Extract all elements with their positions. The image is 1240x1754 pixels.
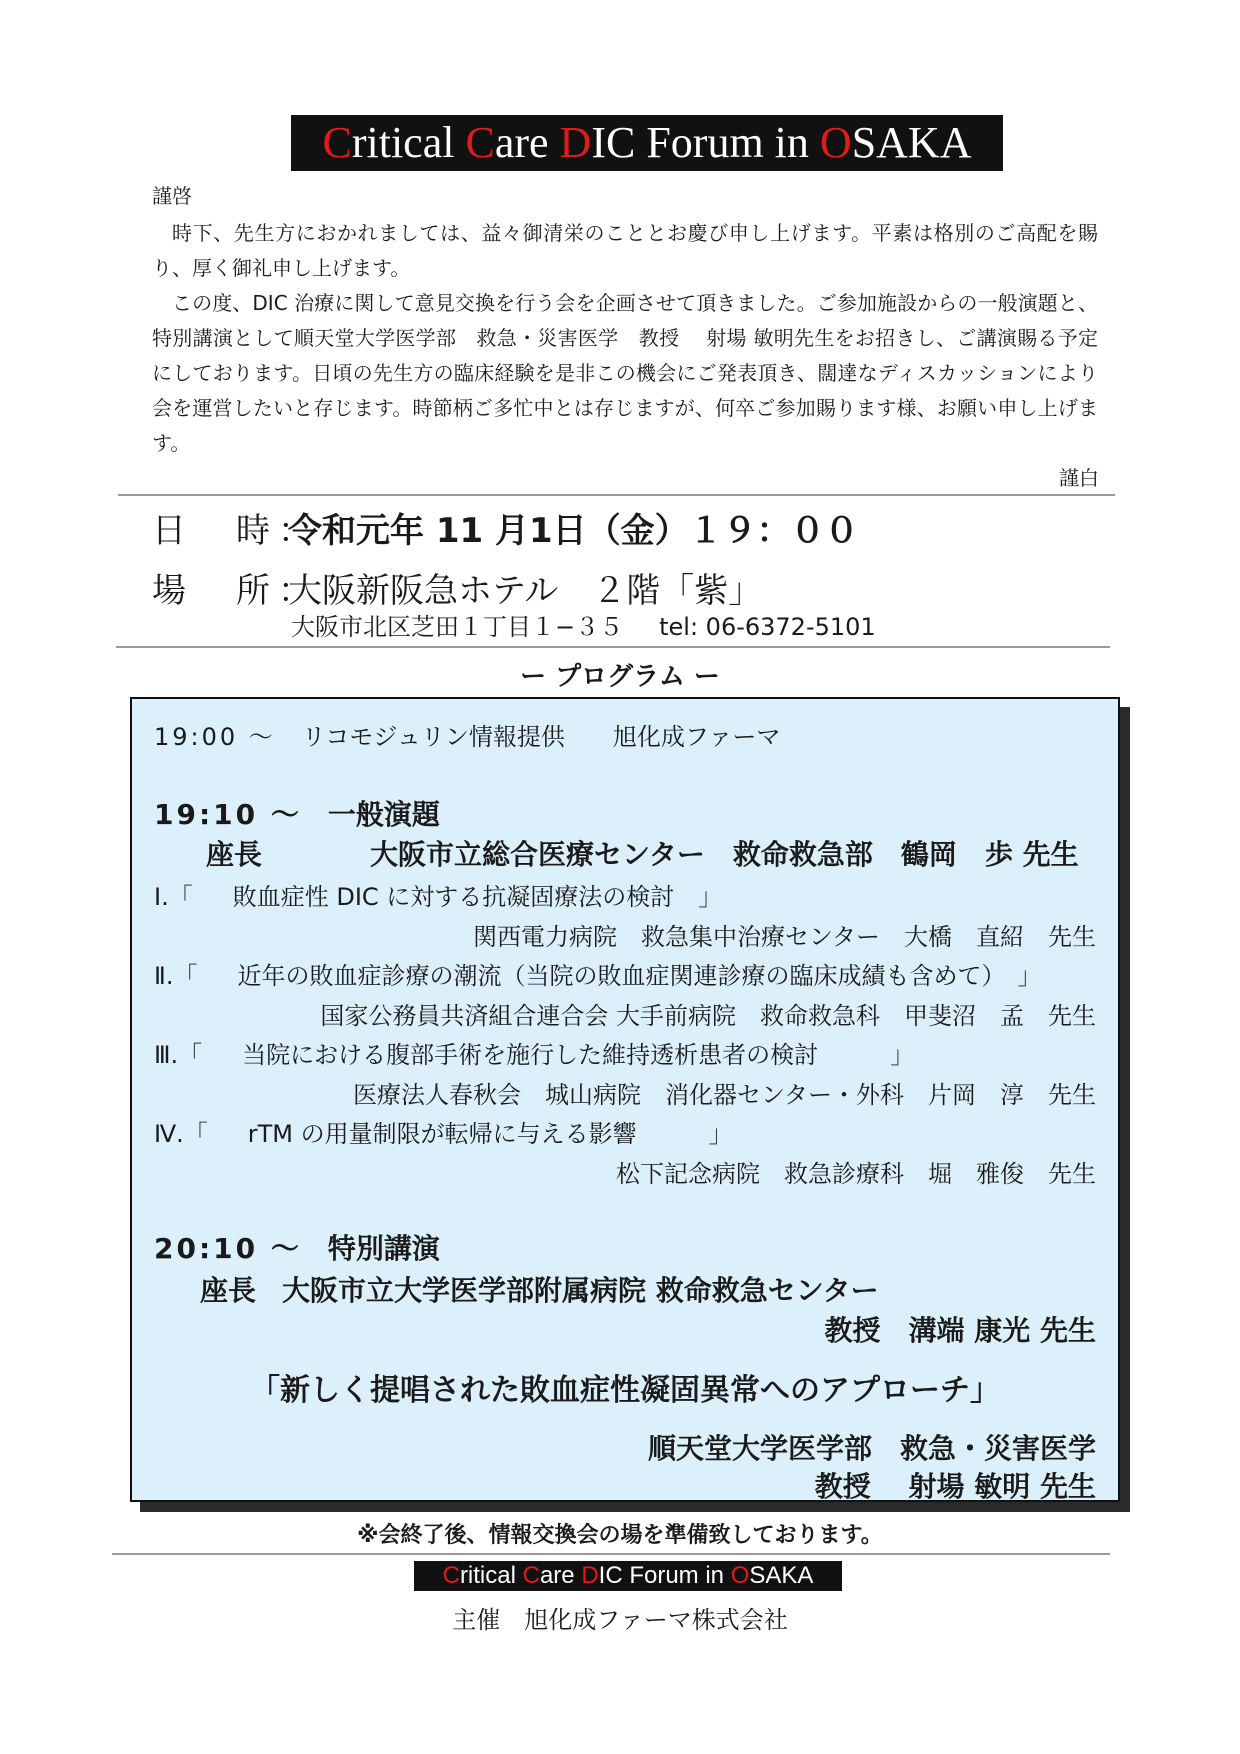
info-line — [154, 717, 780, 752]
sponsor: 主催 旭化成ファーマ株式会社 — [452, 1606, 788, 1634]
salutation: 謹啓 — [152, 184, 192, 208]
lecture-speaker-affiliation: 順天堂大学医学部 救急・災害医学 — [647, 1432, 1096, 1465]
footer-title-banner — [414, 1561, 842, 1591]
talk-number: Ⅱ.「 — [154, 962, 198, 990]
general-chair-label: 座長 — [206, 838, 263, 871]
info-time: 19:00 ～ — [154, 723, 276, 751]
talk-2-title — [154, 956, 1041, 991]
banner-text-part: D — [581, 1562, 599, 1589]
date-row — [152, 503, 859, 552]
talk-4-speaker: 松下記念病院 救急診療科 堀 雅俊 先生 — [616, 1160, 1096, 1188]
special-title: 特別講演 — [327, 1232, 440, 1265]
banner-text-part: IC Forum in — [598, 1562, 731, 1589]
banner-text-part: are — [539, 1562, 582, 1589]
special-chair — [200, 1269, 879, 1309]
program-box — [130, 697, 1120, 1502]
talk-3-speaker: 医療法人春秋会 城山病院 消化器センター・外科 片岡 淳 先生 — [352, 1081, 1096, 1109]
talk-4-title — [154, 1114, 733, 1149]
general-title: 一般演題 — [327, 798, 440, 831]
special-time: 20:10 ～ — [154, 1232, 302, 1265]
general-chair-name: 大阪市立総合医療センター 救命救急部 鶴岡 歩 先生 — [370, 838, 1079, 871]
talk-number: Ⅳ.「 — [154, 1120, 208, 1148]
banner-text-part: IC Forum in — [591, 118, 820, 167]
special-chair-name: 教授 溝端 康光 先生 — [824, 1314, 1096, 1347]
talk-title: 近年の敗血症診療の潮流（当院の敗血症関連診療の臨床成績も含めて） 」 — [237, 962, 1042, 990]
date-label: 日 時： — [152, 511, 320, 551]
lecture-title: 「新しく提唱された敗血症性凝固異常へのアプローチ」 — [250, 1373, 1000, 1408]
program-heading: ー プログラム ー — [520, 662, 720, 692]
address-text: 大阪市北区芝田１丁目１−３５ — [291, 613, 624, 641]
talk-number: Ⅲ.「 — [154, 1041, 203, 1069]
banner-text-part: SAKA — [749, 1562, 814, 1589]
banner-text-part: ritical — [459, 1562, 523, 1589]
banner-text-part: C — [522, 1562, 540, 1589]
special-chair-label: 座長 — [200, 1274, 257, 1307]
address — [291, 607, 876, 642]
banner-text-part: O — [730, 1562, 750, 1589]
general-time: 19:10 ～ — [154, 798, 302, 831]
banner-text-part: SAKA — [851, 118, 972, 167]
venue-value: 大阪新阪急ホテル ２階「紫」 — [288, 571, 763, 611]
after-meeting-note: ※会終了後、情報交換会の場を準備致しております。 — [357, 1523, 883, 1548]
banner-text-part: C — [322, 118, 352, 167]
talk-title: 敗血症性 DIC に対する抗凝固療法の検討 」 — [232, 883, 723, 911]
banner-text-part: are — [494, 118, 560, 167]
info-company: 旭化成ファーマ — [612, 723, 781, 751]
general-chair — [206, 833, 1079, 873]
talk-1-title — [154, 877, 722, 912]
info-title: リコモジュリン情報提供 — [301, 723, 565, 751]
letter-body — [152, 216, 1098, 461]
talk-1-speaker: 関西電力病院 救急集中治療センター 大橋 直紹 先生 — [472, 923, 1096, 951]
event-title-banner — [291, 115, 1003, 171]
letter-paragraph: 時下、先生方におかれましては、益々御清栄のこととお慶び申し上げます。平素は格別のご高配を賜り、厚く御礼申し上げます。 — [152, 221, 1098, 280]
talk-title: rTM の用量制限が転帰に与える影響 」 — [247, 1120, 733, 1148]
banner-text-part: ritical — [351, 118, 466, 167]
talk-number: Ⅰ.「 — [154, 883, 193, 911]
special-session-header — [154, 1227, 440, 1267]
closing: 謹白 — [1059, 466, 1099, 490]
banner-text-part: O — [819, 118, 852, 167]
banner-text-part: D — [559, 118, 592, 167]
tel-text: tel: 06-6372-5101 — [659, 613, 876, 641]
general-session-header — [154, 793, 440, 833]
venue-label: 場 所： — [152, 571, 320, 611]
lecture-speaker-name: 教授 射場 敏明 先生 — [814, 1470, 1096, 1503]
letter-paragraph: この度、DIC 治療に関して意見交換を行う会を企画させて頂きました。ご参加施設からの一般演題と、特別講演として順天堂大学医学部 救急・災害医学 教授 射場 敏明先生をお招きし、ご講演賜る予定にしております。日頃の先生方の臨床経験を是非この機会にご発表頂き、闊達なディスカッションにより会を運営したいと存じます。時節柄ご多忙中とは存じますが、何卒ご参加賜ります様、お願い申し上げます。 — [152, 291, 1098, 455]
divider — [112, 1553, 1110, 1555]
date-value: 令和元年 11 月1日（金）１９：００ — [288, 511, 859, 551]
special-chair-affiliation: 大阪市立大学医学部附属病院 救命救急センター — [282, 1274, 879, 1307]
talk-2-speaker: 国家公務員共済組合連合会 大手前病院 救命救急科 甲斐沼 孟 先生 — [320, 1002, 1096, 1030]
banner-text-part: C — [442, 1562, 460, 1589]
talk-3-title — [154, 1035, 914, 1070]
banner-text-part: C — [465, 118, 495, 167]
venue-row — [152, 563, 762, 612]
talk-title: 当院における腹部手術を施行した維持透析患者の検討 」 — [242, 1041, 915, 1069]
divider — [116, 646, 1110, 648]
divider — [118, 494, 1115, 496]
